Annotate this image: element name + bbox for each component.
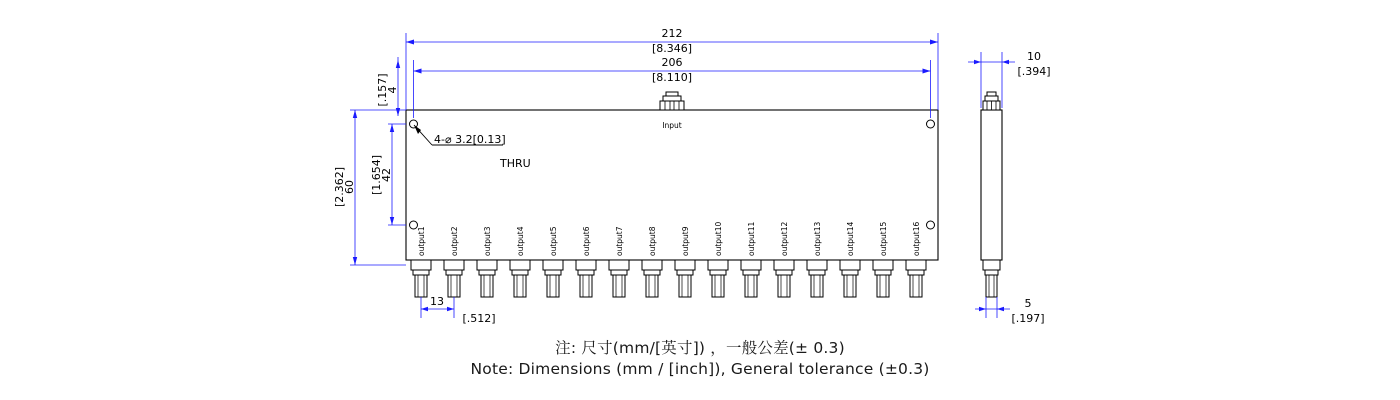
output-label: output8: [648, 226, 657, 256]
side-view-output-connector: [983, 260, 1000, 297]
output-connector: [477, 260, 497, 297]
output-label: output13: [813, 221, 822, 256]
dimension-212-inch: [8.346]: [651, 42, 693, 55]
output-connector: [774, 260, 794, 297]
output-connector: [807, 260, 827, 297]
output-connector: [840, 260, 860, 297]
dimension-13-mm: 13: [430, 295, 444, 308]
dimension-edge-offset: [376, 57, 400, 116]
dimension-port-pitch: [421, 295, 496, 325]
dimension-42-inch: [1.654]: [370, 154, 383, 196]
output-connector: [873, 260, 893, 297]
dimension-connector-offset: [975, 297, 1045, 325]
mounting-hole-bottom-right: [927, 221, 935, 229]
output-connector: [411, 260, 431, 297]
output-connector: [741, 260, 761, 297]
output-connector: [444, 260, 464, 297]
output-connector: [543, 260, 563, 297]
dimension-60-mm: 60: [343, 180, 356, 194]
output-label: output15: [879, 221, 888, 256]
output-label: output5: [549, 226, 558, 256]
output-connector: [642, 260, 662, 297]
hole-callout-line2: THRU: [500, 157, 531, 170]
output-connector: [708, 260, 728, 297]
output-label: output3: [483, 226, 492, 256]
output-label: output12: [780, 221, 789, 256]
note-english: Note: Dimensions (mm / [inch]), General tolerance (±0.3): [470, 360, 930, 378]
output-label: output1: [417, 226, 426, 256]
output-label: output16: [912, 221, 921, 256]
output-label: output9: [681, 226, 690, 256]
mounting-hole-top-right: [927, 120, 935, 128]
output-connector: [906, 260, 926, 297]
dimension-10-inch: [.394]: [1017, 65, 1051, 78]
note-chinese: 注: 尺寸(mm/[英寸]) ，一般公差(± 0.3): [555, 339, 845, 357]
dimension-60-inch: [2.362]: [333, 166, 346, 208]
dimension-4-inch: [.157]: [376, 73, 389, 107]
dimension-212-mm: 212: [661, 27, 683, 40]
output-connector: [576, 260, 596, 297]
side-view-group: [968, 50, 1051, 325]
output-connector: [675, 260, 695, 297]
dimension-5-mm: 5: [1024, 297, 1032, 310]
dimension-206-mm: 206: [661, 56, 683, 69]
dimension-206-inch: [8.110]: [651, 71, 693, 84]
dimension-thickness: [968, 50, 1051, 108]
output-label: output7: [615, 226, 624, 256]
output-label: output4: [516, 226, 525, 256]
dimension-5-inch: [.197]: [1011, 312, 1045, 325]
output-label: output14: [846, 221, 855, 256]
output-label: output11: [747, 221, 756, 256]
output-label: output6: [582, 226, 591, 256]
dimension-hole-span-height: [370, 124, 406, 225]
input-port-label: Input: [662, 121, 682, 130]
side-view-input-connector: [983, 92, 1000, 110]
output-label: output10: [714, 221, 723, 256]
input-connector: [660, 92, 684, 110]
dimension-4-mm: 4: [386, 86, 399, 94]
output-connector: [510, 260, 530, 297]
hole-callout-line1: 4-⌀ 3.2[0.13]: [434, 133, 506, 146]
side-view-body-outline: [981, 110, 1002, 260]
dimension-13-inch: [.512]: [462, 312, 496, 325]
dimension-10-mm: 10: [1027, 50, 1041, 63]
dimension-42-mm: 42: [380, 168, 393, 182]
output-connectors-group: [411, 260, 926, 297]
output-connector: [609, 260, 629, 297]
output-label: output2: [450, 226, 459, 256]
